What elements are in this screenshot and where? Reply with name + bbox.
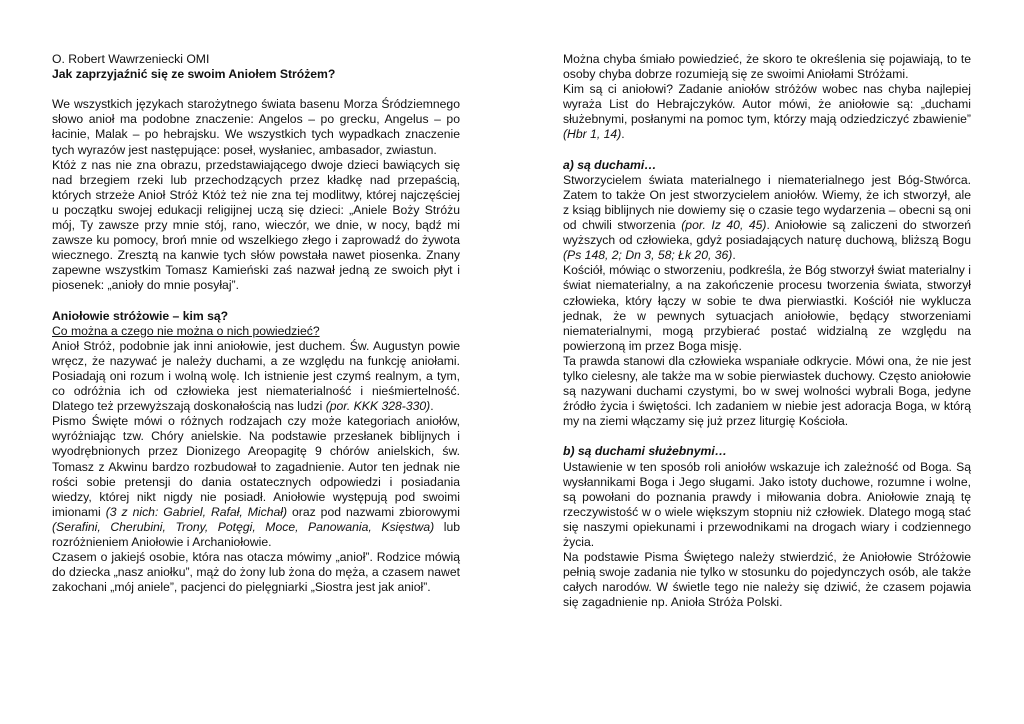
paragraph-hebrews bbox=[563, 82, 971, 142]
left-column bbox=[52, 52, 460, 595]
section-heading-servants: b) są duchami służebnymi… bbox=[563, 444, 727, 459]
text: . bbox=[430, 399, 434, 414]
paragraph-spacer bbox=[563, 143, 971, 158]
paragraph-spacer bbox=[563, 429, 971, 444]
author-line: O. Robert Wawrzeniecki OMI bbox=[52, 52, 210, 66]
paragraph-image-prayer: Któż z nas nie zna obrazu, przedstawiającego dwoje dzieci bawiących się nad brzegiem rzeki lub przechodzących przez kładkę nad przepaścią, których strzeże Anioł Stróż Któż też nie zna tej modlitwy, której najczęściej u początku swojej edukacji religijnej uczą się dzieci: „Aniele Boży Stróżu mój, Ty zawsze przy mnie stój, rano, wieczór, we dnie, w nocy, bądź mi zawsze ku pomocy, broń mnie od wszelkiego złego i zaprowadź do żywota wiecznego. Zresztą na kanwie tych słów powstała nawet piosenka. Znany zapewne wszystkim Tomasz Kamieński zaś nazwał jedną ze swoich płyt i piosenek: „anioły do mnie posyłaj”. bbox=[52, 157, 460, 293]
paragraph-creator bbox=[563, 173, 971, 264]
text: Pismo Święte mówi o różnych rodzajach czy może kategoriach aniołów, wyróżniając tzw. Chóry anielskie. Na podstawie przesłanek biblijnych i wyodrębnionych przez Dionizego Areopagitę 9 chórów anielskich, św. Tomasz z Akwinu bardzo rozbudował to zagadnienie. Autor ten jednak nie rości sobie pretensji do dania ostatecznych odpowiedzi i posiadania wiedzy, której nikt nigdy nie posiadł. Aniołowie występują pod swoimi imionami bbox=[52, 414, 460, 519]
paragraph-nations: Na podstawie Pisma Świętego należy stwierdzić, że Aniołowie Stróżowie pełnią swoje zadania nie tylko w stosunku do pojedynczych osób, ale także całych narodów. W świetle tego nie należy się dziwić, że czasem pojawia się zagadnienie np. Anioła Stróża Polski. bbox=[563, 550, 971, 610]
paragraph-everyday-angels: Czasem o jakiejś osobie, która nas otacza mówimy „anioł”. Rodzice mówią do dziecka „nasz aniołku”, mąż do żony lub żona do męża, a czasem nawet zakochani „mój aniele”, pacjenci do pielęgniarki „Siostra jest jak anioł”. bbox=[52, 550, 460, 595]
text: Kim są ci aniołowi? Zadanie aniołów stróżów wobec nas chyba najlepiej wyraża List do Hebrajczyków. Autor mówi, że aniołowie są: „duchami służebnymi, posłanymi na pomoc tym, którzy mają odziedziczyć zbawienie” bbox=[563, 82, 971, 127]
paragraph-spirits bbox=[52, 339, 460, 414]
paragraph-choirs bbox=[52, 414, 460, 550]
angel-names: (3 z nich: Gabriel, Rafał, Michał) bbox=[105, 504, 288, 519]
section-heading-who-are-they: Aniołowie stróżowie – kim są? bbox=[52, 308, 229, 323]
text: oraz pod nazwami zbiorowymi bbox=[287, 504, 460, 519]
paragraph-truth: Ta prawda stanowi dla człowieka wspaniałe odkrycie. Mówi ona, że nie jest tylko cielesny, ale także ma w sobie pierwiastek duchowy. Często aniołowie są nazywani duchami czystymi, bo w swej wolności wybrali Boga, jedyne źródło życia i świętości. Ich zadaniem w niebie jest adoracja Boga, w którą my na ziemi włączamy się już przez liturgię Kościoła. bbox=[563, 353, 971, 429]
document-title: Jak zaprzyjaźnić się ze swoim Aniołem Stróżem? bbox=[52, 67, 336, 82]
text: . bbox=[621, 127, 625, 142]
paragraph-church: Kościół, mówiąc o stworzeniu, podkreśla, że Bóg stworzył świat materialny i świat niematerialny, a na zakończenie procesu tworzenia świata, stworzył człowieka, który łączy w sobie te dwa pierwiastki. Kościół nie wyklucza jednak, że w pewnych sytuacjach aniołowie, będący stworzeniami niematerialnymi, mogą przybierać postać widzialną ze względu na powierzoną im przez Boga misję. bbox=[563, 263, 971, 353]
paragraph-intro: We wszystkich językach starożytnego świata basenu Morza Śródziemnego słowo anioł ma podobne znaczenie: Angelos – po grecku, Angelus – po łacinie, Malak – po hebrajsku. We wszystkich tych wypadkach znaczenie tych wyrazów jest następujące: poseł, wysłaniec, ambasador, zwiastun. bbox=[52, 97, 460, 157]
paragraph-dependence: Ustawienie w ten sposób roli aniołów wskazuje ich zależność od Boga. Są wysłannikami Boga i Jego sługami. Jako istoty duchowe, rozumne i wolne, są powołani do poznania prawdy i miłowania dobra. Aniołowie znają tę rzeczywistość w o wiele większym stopniu niż człowiek. Dlatego mogą stać się naszymi opiekunami i przewodnikami na drogach wiary i codziennego życia. bbox=[563, 459, 971, 549]
text: . Aniołowie są zaliczeni do stworzeń wyższych od człowieka, gdyż posiadających naturę duchową, bliższą Bogu bbox=[563, 218, 972, 248]
reference: (por. KKK 328-330) bbox=[325, 399, 431, 414]
right-column bbox=[563, 52, 971, 610]
paragraph-understanding: Można chyba śmiało powiedzieć, że skoro te określenia się pojawiają, to te osoby chyba dobrze rozumieją się ze swoimi Aniołami Stróżami. bbox=[563, 52, 971, 82]
text: lub rozróżnieniem Aniołowie i Archaniołowie. bbox=[52, 519, 460, 549]
reference: (Hbr 1, 14) bbox=[563, 127, 622, 142]
paragraph-spacer bbox=[52, 82, 460, 97]
text: . bbox=[732, 248, 736, 263]
text: Stworzycielem świata materialnego i niematerialnego jest Bóg-Stwórca. Zatem to także On jest stworzycielem aniołów. Wiemy, że ich stworzył, ale z ksiąg biblijnych nie dowiemy się o czasie tego wydarzenia – obecni są oni od chwili stworzenia bbox=[563, 172, 971, 233]
section-subheading: Co można a czego nie można o nich powiedzieć? bbox=[52, 323, 320, 338]
section-heading-spirits: a) są duchami… bbox=[563, 157, 657, 172]
reference: (por. Iz 40, 45) bbox=[681, 218, 767, 233]
text: Anioł Stróż, podobnie jak inni aniołowie, jest duchem. Św. Augustyn powie wręcz, że nazywać je należy duchami, a ze względu na funkcję aniołami. Posiadają oni rozum i wolną wolę. Ich istnienie jest czymś realnym, a tym, co odróżnia ich od człowieka jest niematerialność i nieśmiertelność. Dlatego też przewyższają doskonałością nas ludzi bbox=[52, 338, 460, 414]
paragraph-spacer bbox=[52, 294, 460, 309]
reference: (Ps 148, 2; Dn 3, 58; Łk 20, 36) bbox=[563, 248, 733, 263]
choir-names: (Serafini, Cherubini, Trony, Potęgi, Moce, Panowania, Księstwa) bbox=[52, 519, 435, 534]
